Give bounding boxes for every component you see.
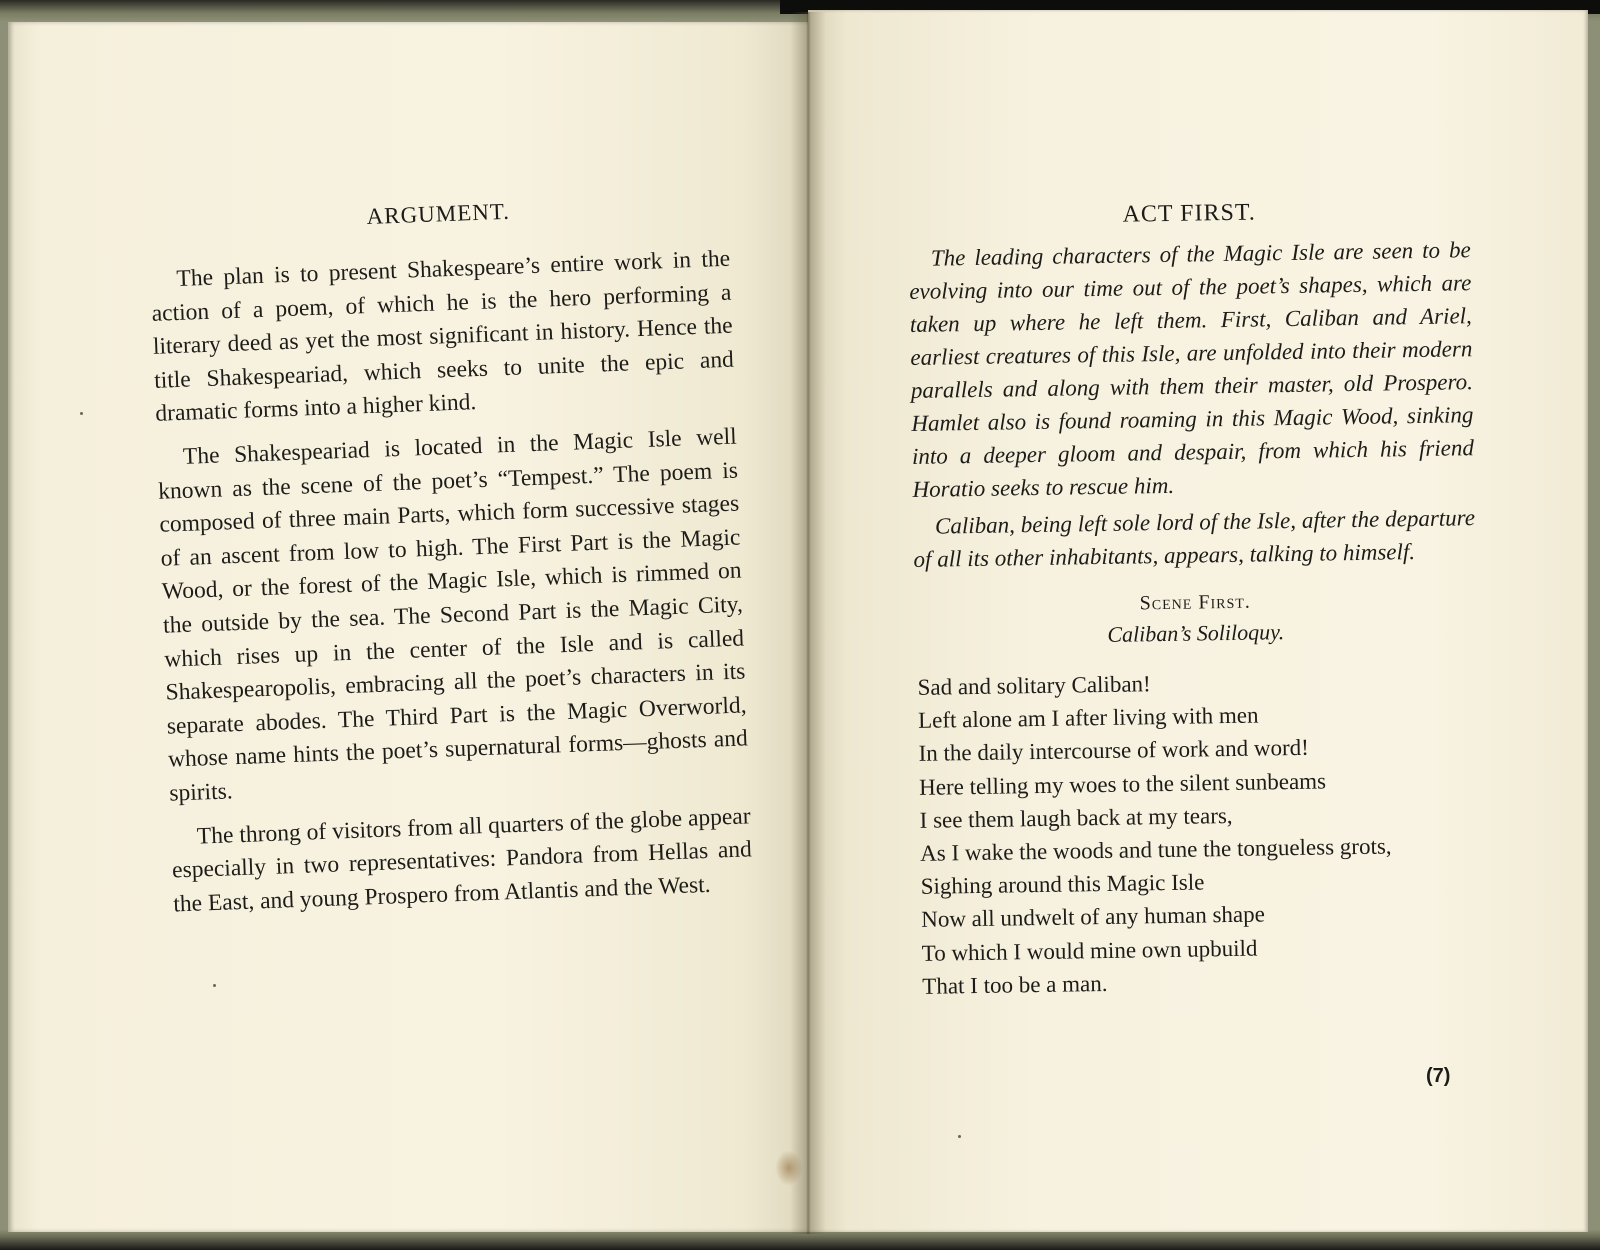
paper-speck (958, 1135, 961, 1138)
verse-line: I see them laugh back at my tears, (919, 802, 1233, 833)
act-argument-paragraph: Caliban, being left sole lord of the Isle, after the departure of all its other inhabitants, appears, talking to himself. (913, 505, 1476, 572)
verse-line: In the daily intercourse of work and word! (918, 735, 1310, 767)
right-page (808, 10, 1588, 1232)
paper-speck (80, 412, 83, 415)
verse-line: Left alone am I after living with men (917, 702, 1259, 734)
argument-paragraph: The plan is to present Shakespeare’s entire work in the action of a poem, of which he is the hero performing a literary deed as yet the most significant in history. Hence the title Shakespeariad, which seeks to unite the epic and dramatic forms into a higher kind. (151, 245, 735, 428)
verse-line: Sad and solitary Caliban! (917, 671, 1151, 700)
verse-line: To which I would mine own upbuild (921, 935, 1258, 966)
page-number: (7) (1426, 1065, 1451, 1087)
book-cover-edge-bottom (0, 1230, 1600, 1250)
act-argument-paragraph: The leading characters of the Magic Isle are seen to be evolving into our time out of the poet’s shapes, which are taken up where he left them. First, Caliban and Ariel, earliest creatures of this Isle, are unfolded into their modern parallels and along with them their master, old Prospero. Hamlet also is found roaming in this Magic Wood, sinking into a deeper gloom and despair, from which his friend Horatio seeks to rescue him. (909, 237, 1475, 502)
verse-line: As I wake the woods and tune the tongueless grots, (919, 833, 1392, 866)
verse-line: Now all undwelt of any human shape (921, 901, 1266, 933)
left-page (8, 22, 808, 1232)
verse-line: Here telling my woes to the silent sunbeams (918, 768, 1327, 800)
scene-title: Caliban’s Soliloquy. (1107, 619, 1285, 647)
act-first-section (908, 196, 1482, 1003)
argument-paragraph: The throng of visitors from all quarters of the globe appear especially in two representatives: Pandora from Hellas and the East, and young Prospero from Atlantis and the West. (171, 802, 753, 918)
verse-line: Sighing around this Magic Isle (920, 869, 1205, 900)
argument-paragraph: The Shakespeariad is located in the Magic Isle well known as the scene of the poet’s “Tempest.” The poem is composed of three main Parts, which form successive stages of an ascent from low to high. The First Part is the Magic Wood, or the forest of the Magic Isle, which is rimmed on the outside by the sea. The Second Part is the Magic City, which rises up in the center of the Isle and is called Shakespearopolis, embracing all the poet’s characters in its separate abodes. The Third Part is the Magic Overworld, whose name hints the poet’s supernatural forms—ghosts and spirits. (157, 423, 749, 807)
soliloquy-verse (917, 662, 1482, 1003)
act-heading: ACT FIRST. (1122, 199, 1256, 228)
verse-line: That I too be a man. (922, 970, 1108, 999)
paper-stain (775, 1150, 803, 1186)
scene-heading: Scene First. (1139, 590, 1252, 615)
argument-heading: ARGUMENT. (366, 198, 511, 229)
paper-speck (213, 984, 216, 987)
argument-section (148, 191, 754, 932)
